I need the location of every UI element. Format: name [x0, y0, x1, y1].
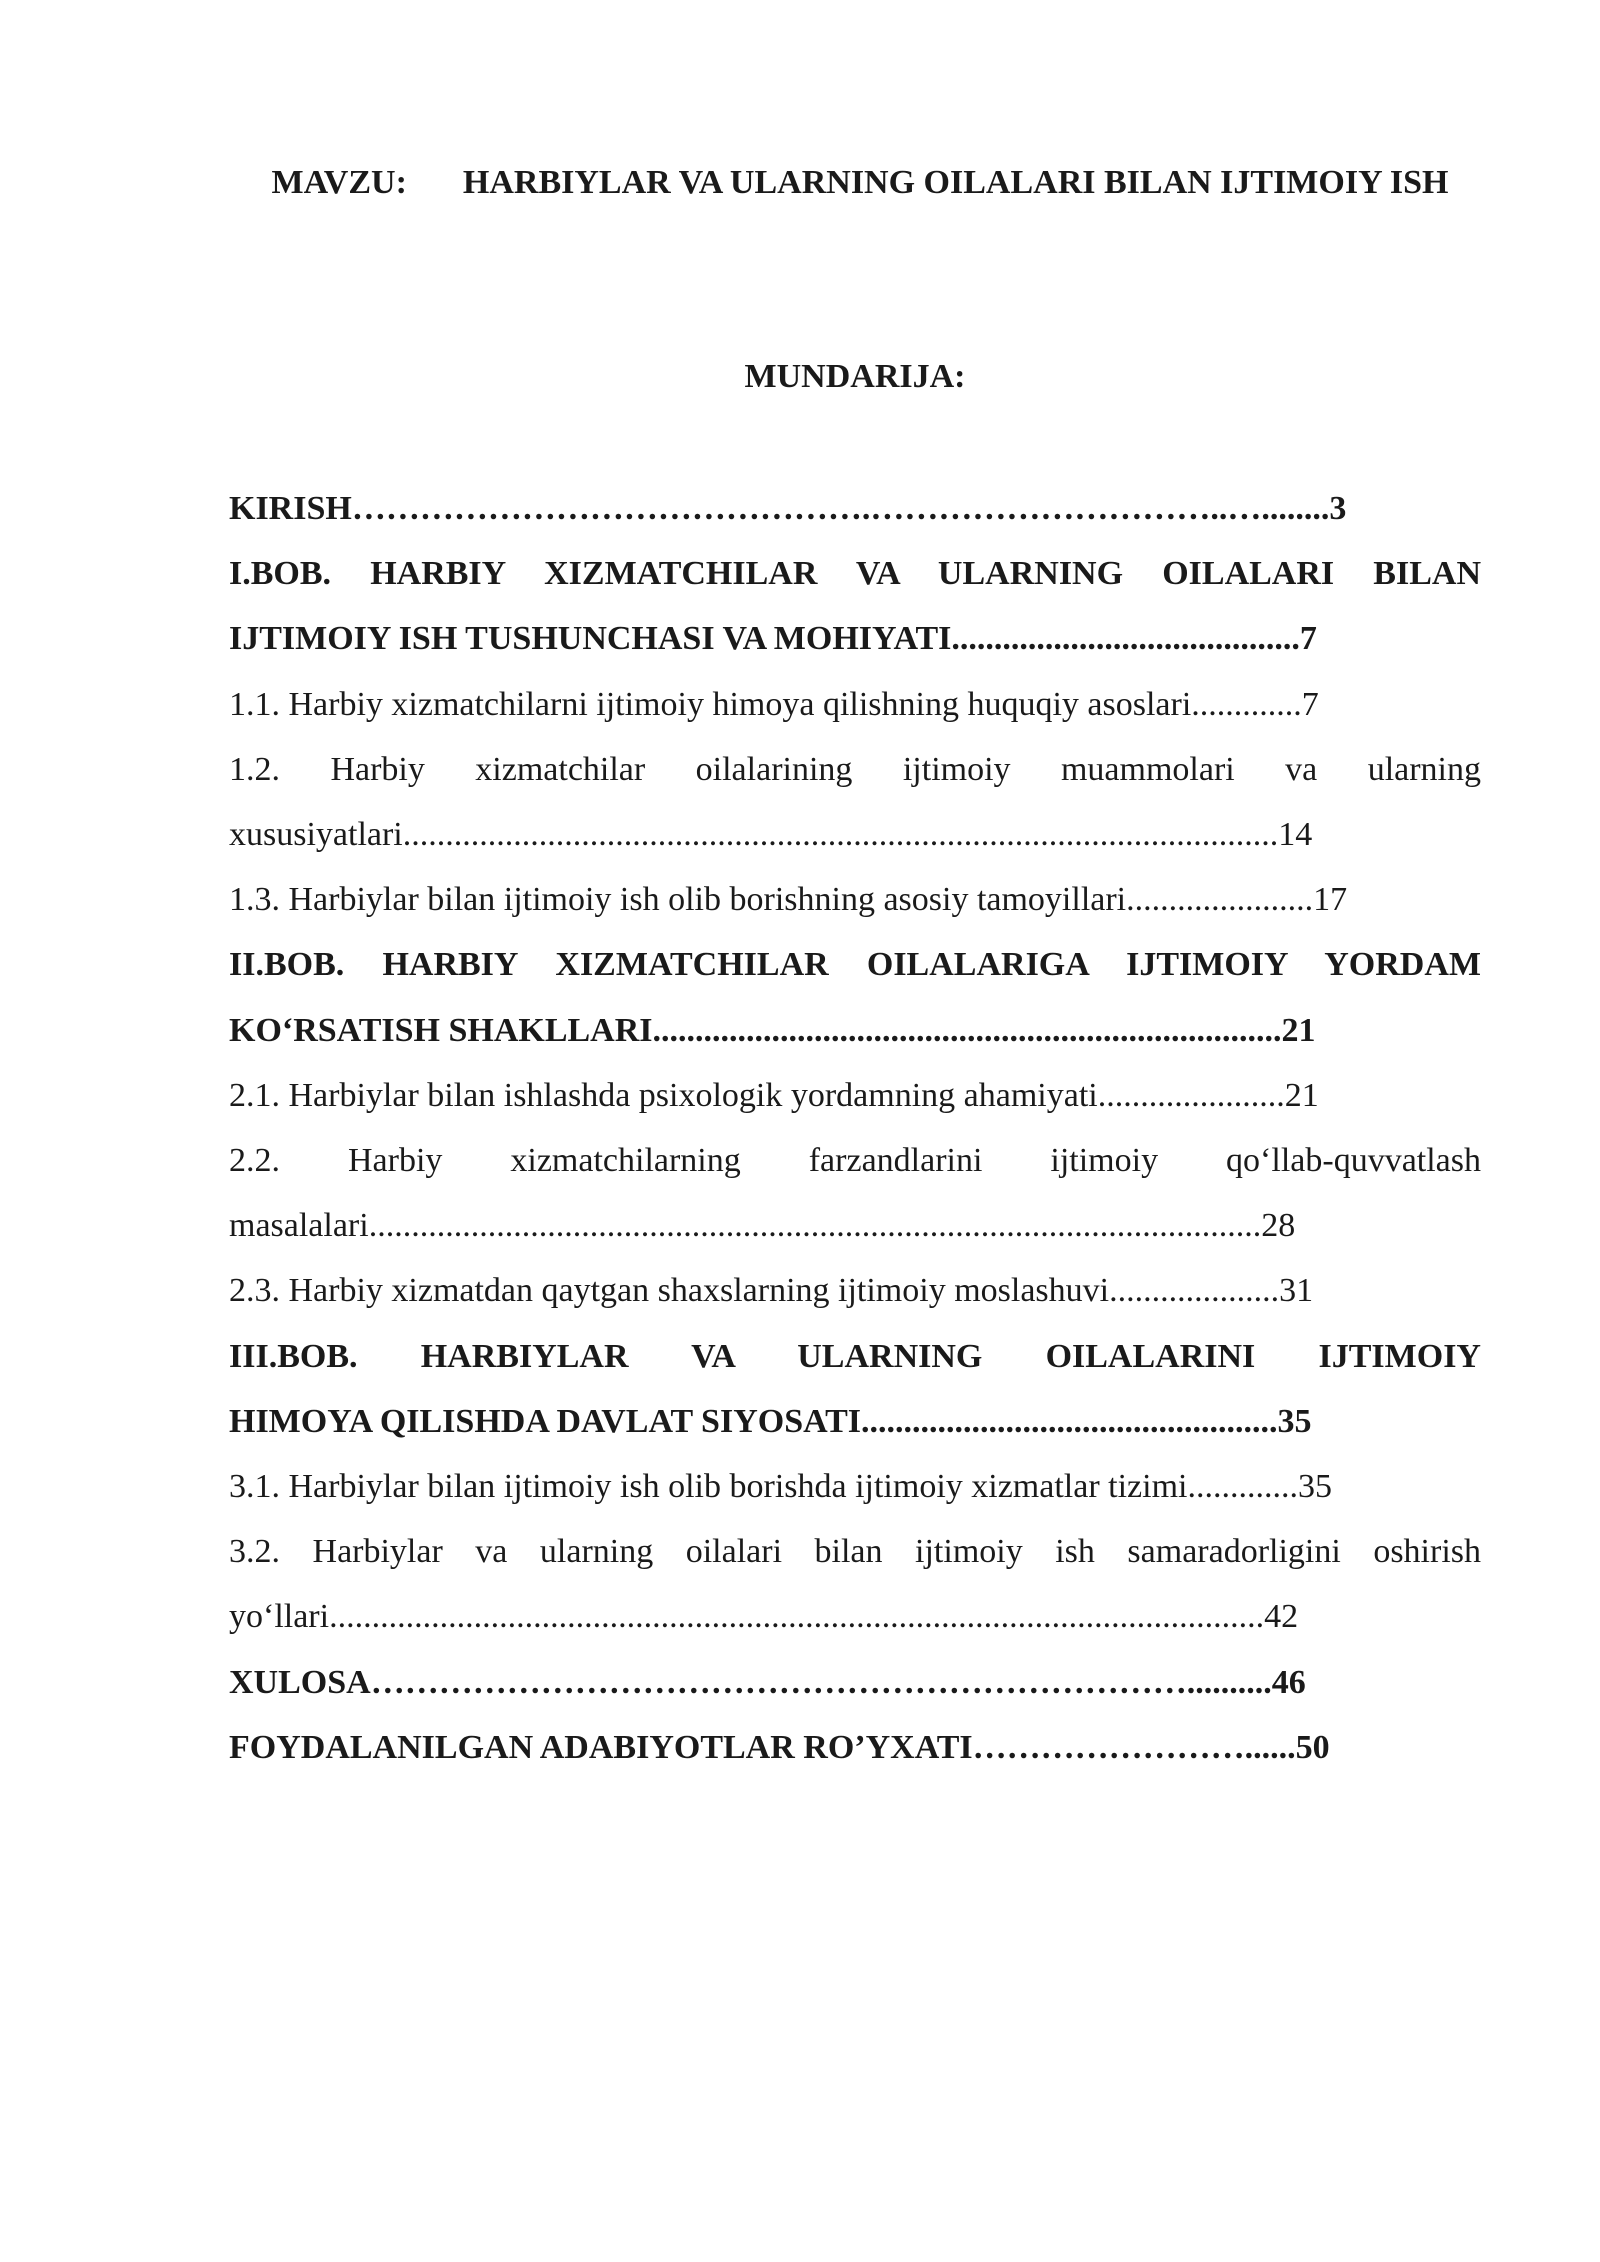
- toc-entry-references: FOYDALANILGAN ADABIYOTLAR RO’YXATI……………………......50: [229, 1728, 1330, 1766]
- toc-section-2-3: 2.3. Harbiy xizmatdan qaytgan shaxslarning ijtimoiy moslashuvi....................31: [229, 1272, 1314, 1310]
- toc-section-3-2-line-1: 3.2. Harbiylar va ularning oilalari bilan ijtimoiy ish samaradorligini oshirish: [229, 1533, 1481, 1571]
- toc-chapter-3-line-2: HIMOYA QILISHDA DAVLAT SIYOSATI.................................................35: [229, 1402, 1312, 1440]
- document-page: [229, 150, 1481, 1766]
- toc-section-1-1: 1.1. Harbiy xizmatchilarni ijtimoiy himoya qilishning huquqiy asoslari.............7: [229, 685, 1319, 723]
- toc-section-1-2-line-1: 1.2. Harbiy xizmatchilar oilalarining ijtimoiy muammolari va ularning: [229, 750, 1481, 788]
- toc-entry-intro: KIRISH……………………………………….…………………………..…........3: [229, 490, 1347, 527]
- topic-heading: [229, 150, 1481, 216]
- toc-entry-conclusion: XULOSA………………………………………………………………..........46: [229, 1663, 1306, 1701]
- toc-section-2-1: 2.1. Harbiylar bilan ishlashda psixologik yordamning ahamiyati......................21: [229, 1076, 1319, 1114]
- toc-heading: MUNDARIJA:: [744, 358, 966, 395]
- table-of-contents: [229, 476, 1481, 1780]
- toc-section-2-2-line-1: 2.2. Harbiy xizmatchilarning farzandlarini ijtimoiy qo‘llab-quvvatlash: [229, 1142, 1481, 1180]
- toc-section-3-2-line-2: yo‘llari..............................................................................................................42: [229, 1598, 1299, 1636]
- toc-chapter-1-line-1: I.BOB. HARBIY XIZMATCHILAR VA ULARNING OILALARI BILAN: [229, 555, 1481, 593]
- toc-chapter-2-line-1: II.BOB. HARBIY XIZMATCHILAR OILALARIGA IJTIMOIY YORDAM: [229, 946, 1481, 984]
- toc-chapter-3-line-1: III.BOB. HARBIYLAR VA ULARNING OILALARINI IJTIMOIY: [229, 1337, 1481, 1375]
- toc-section-1-2-line-2: xususiyatlari.......................................................................................................14: [229, 816, 1313, 854]
- toc-chapter-1-line-2: IJTIMOIY ISH TUSHUNCHASI VA MOHIYATI.........................................7: [229, 620, 1317, 658]
- toc-chapter-2-line-2: KO‘RSATISH SHAKLLARI..........................................................................21: [229, 1011, 1316, 1049]
- toc-section-1-3: 1.3. Harbiylar bilan ijtimoiy ish olib borishning asosiy tamoyillari......................17: [229, 881, 1348, 919]
- toc-section-3-1: 3.1. Harbiylar bilan ijtimoiy ish olib borishda ijtimoiy xizmatlar tizimi.............35: [229, 1468, 1332, 1506]
- topic-title: HARBIYLAR VA ULARNING OILALARI BILAN IJTIMOIY ISH: [462, 164, 1449, 201]
- topic-label: MAVZU:: [271, 164, 407, 201]
- toc-section-2-2-line-2: masalalari.........................................................................................................28: [229, 1207, 1296, 1245]
